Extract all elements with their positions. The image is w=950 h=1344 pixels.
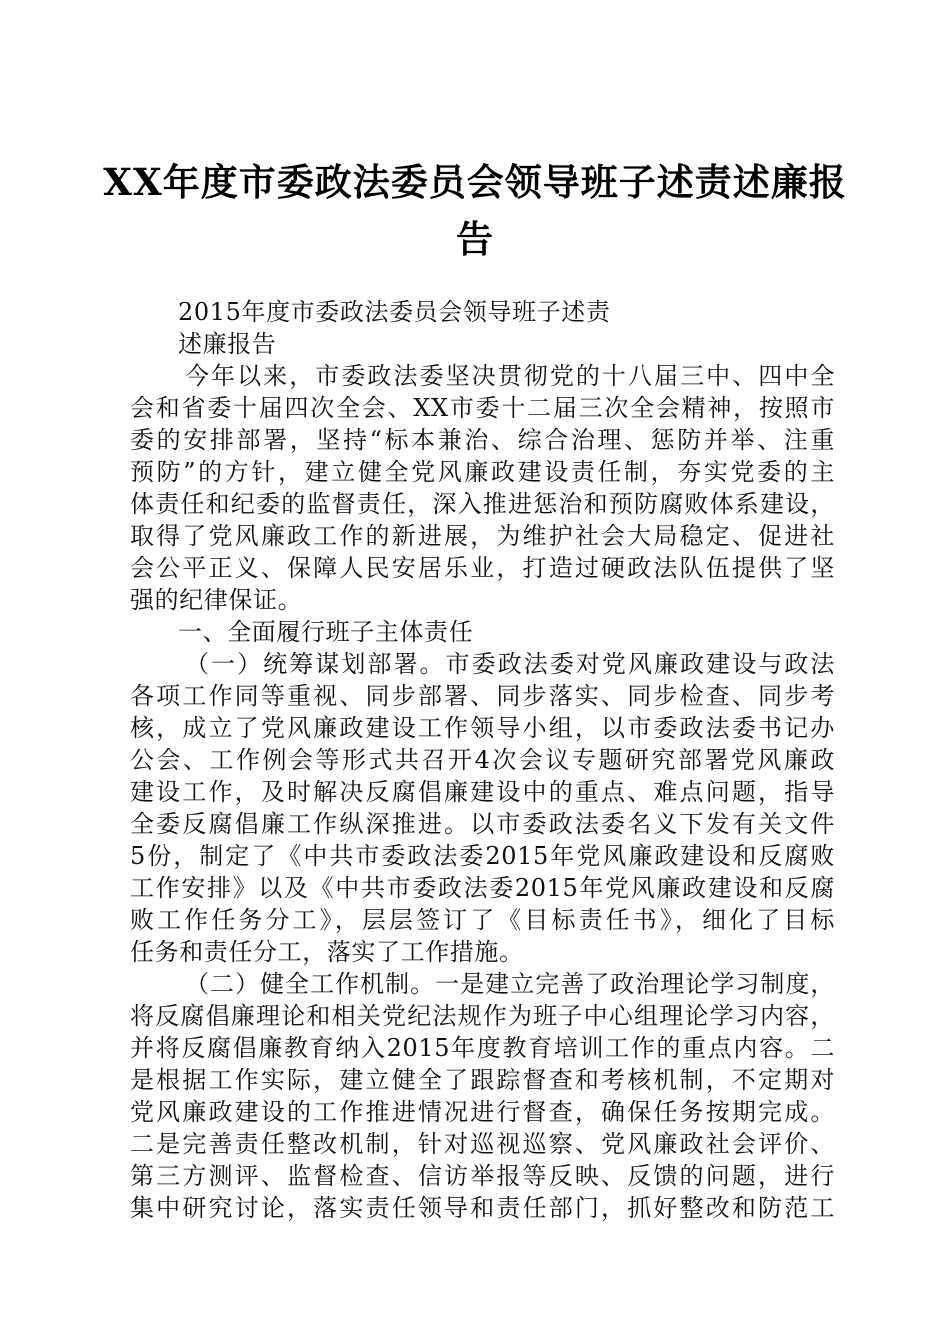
paragraph-line: 取得了党风廉政工作的新进展，为维护社会大局稳定、促进社: [130, 522, 835, 550]
paragraph-line: 委的安排部署，坚持“标本兼治、综合治理、惩防并举、注重: [130, 426, 835, 454]
paragraph-line: 并将反腐倡廉教育纳入2015年度教育培训工作的重点内容。二: [130, 1034, 835, 1062]
paragraph-line: 党风廉政建设的工作推进情况进行督查，确保任务按期完成。: [130, 1098, 835, 1126]
section-heading: 一、全面履行班子主体责任: [178, 618, 474, 646]
paragraph-line: 会和省委十届四次全会、XX市委十二届三次全会精神，按照市: [130, 394, 835, 422]
paragraph-line: 今年以来，市委政法委坚决贯彻党的十八届三中、四中全: [185, 362, 835, 390]
paragraph-line: 是根据工作实际，建立健全了跟踪督查和考核机制，不定期对: [130, 1066, 835, 1094]
paragraph-line: 5份，制定了《中共市委政法委2015年党风廉政建设和反腐败: [130, 842, 835, 870]
document-title-line-2: 告: [456, 217, 494, 261]
subtitle-line-2: 述廉报告: [178, 330, 277, 358]
paragraph-line: 强的纪律保证。: [130, 586, 303, 614]
paragraph-line: 会公平正义、保障人民安居乐业，打造过硬政法队伍提供了坚: [130, 554, 835, 582]
paragraph-line: （二）健全工作机制。一是建立完善了政治理论学习制度，: [185, 970, 835, 998]
paragraph-line: （一）统筹谋划部署。市委政法委对党风廉政建设与政法: [185, 650, 835, 678]
paragraph-line: 任务和责任分工，落实了工作措施。: [130, 938, 524, 966]
paragraph-line: 体责任和纪委的监督责任，深入推进惩治和预防腐败体系建设，: [130, 490, 835, 518]
paragraph-line: 建设工作，及时解决反腐倡廉建设中的重点、难点问题，指导: [130, 778, 835, 806]
paragraph-line: 预防”的方针，建立健全党风廉政建设责任制，夯实党委的主: [130, 458, 835, 486]
paragraph-line: 第三方测评、监督检查、信访举报等反映、反馈的问题，进行: [130, 1162, 835, 1190]
paragraph-line: 败工作任务分工》，层层签订了《目标责任书》，细化了目标: [130, 906, 835, 934]
paragraph-line: 二是完善责任整改机制，针对巡视巡察、党风廉政社会评价、: [130, 1130, 835, 1158]
document-title-line-1: XX年度市委政法委员会领导班子述责述廉报: [103, 160, 847, 204]
paragraph-line: 各项工作同等重视、同步部署、同步落实、同步检查、同步考: [130, 682, 835, 710]
subtitle-line-1: 2015年度市委政法委员会领导班子述责: [178, 298, 611, 326]
paragraph-line: 全委反腐倡廉工作纵深推进。以市委政法委名义下发有关文件: [130, 810, 835, 838]
paragraph-line: 工作安排》以及《中共市委政法委2015年党风廉政建设和反腐: [130, 874, 835, 902]
paragraph-line: 集中研究讨论，落实责任领导和责任部门，抓好整改和防范工: [130, 1194, 835, 1222]
paragraph-line: 将反腐倡廉理论和相关党纪法规作为班子中心组理论学习内容，: [130, 1002, 835, 1030]
paragraph-line: 核，成立了党风廉政建设工作领导小组，以市委政法委书记办: [130, 714, 835, 742]
paragraph-line: 公会、工作例会等形式共召开4次会议专题研究部署党风廉政: [130, 746, 835, 774]
